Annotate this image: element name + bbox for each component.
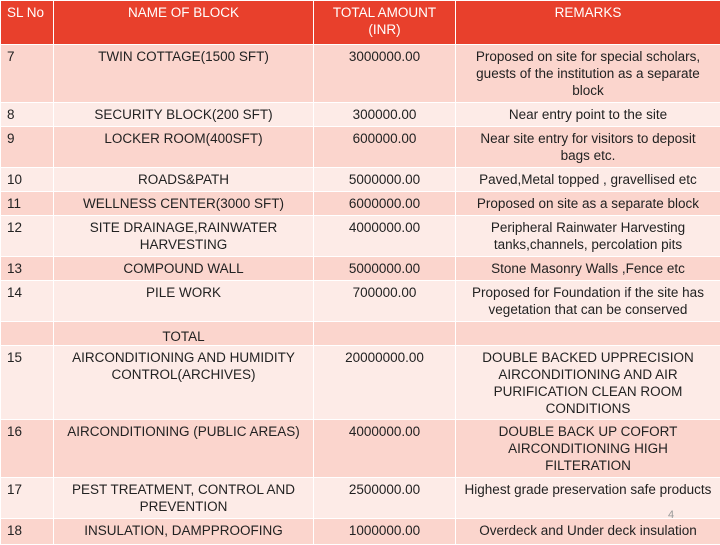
cell-name: LOCKER ROOM(400SFT) xyxy=(54,127,314,168)
cell-amount: 2500000.00 xyxy=(314,478,456,519)
page-number: 4 xyxy=(668,509,674,521)
table-row-total xyxy=(1,322,720,346)
cell-name: INSULATION, DAMPPROOFING xyxy=(54,519,314,545)
table-row xyxy=(1,192,720,216)
header-name-of-block: NAME OF BLOCK xyxy=(54,1,314,45)
cell-remarks: Overdeck and Under deck insulation xyxy=(456,519,720,545)
cell-remarks: Paved,Metal topped , gravellised etc xyxy=(456,168,720,192)
cell-remarks: Proposed for Foundation if the site has vegetation that can be conserved xyxy=(456,281,720,322)
cell-sl: 10 xyxy=(1,168,54,192)
cell-sl xyxy=(1,322,54,346)
table-row xyxy=(1,346,720,420)
cell-sl: 7 xyxy=(1,45,54,103)
cell-sl: 18 xyxy=(1,519,54,545)
cell-name: AIRCONDITIONING (PUBLIC AREAS) xyxy=(54,420,314,478)
cell-amount xyxy=(314,322,456,346)
cell-sl: 11 xyxy=(1,192,54,216)
cell-amount: 6000000.00 xyxy=(314,192,456,216)
cell-name: ROADS&PATH xyxy=(54,168,314,192)
table-row xyxy=(1,216,720,257)
cell-remarks: Proposed on site for special scholars, guests of the institution as a separate block xyxy=(456,45,720,103)
cell-sl: 14 xyxy=(1,281,54,322)
table-row xyxy=(1,257,720,281)
cell-total-label: TOTAL xyxy=(54,322,314,346)
header-remarks: REMARKS xyxy=(456,1,720,45)
cell-name: AIRCONDITIONING AND HUMIDITY CONTROL(ARCHIVES) xyxy=(54,346,314,420)
cell-name: TWIN COTTAGE(1500 SFT) xyxy=(54,45,314,103)
table-row xyxy=(1,478,720,519)
cell-amount: 5000000.00 xyxy=(314,257,456,281)
cell-name: SITE DRAINAGE,RAINWATER HARVESTING xyxy=(54,216,314,257)
cell-sl: 8 xyxy=(1,103,54,127)
table-row xyxy=(1,168,720,192)
header-total-amount: TOTAL AMOUNT (INR) xyxy=(314,1,456,45)
cell-sl: 17 xyxy=(1,478,54,519)
cell-remarks: Stone Masonry Walls ,Fence etc xyxy=(456,257,720,281)
cell-remarks: Highest grade preservation safe products xyxy=(456,478,720,519)
cell-remarks: Near site entry for visitors to deposit bags etc. xyxy=(456,127,720,168)
table-row xyxy=(1,45,720,103)
cell-amount: 4000000.00 xyxy=(314,216,456,257)
cell-sl: 9 xyxy=(1,127,54,168)
cell-remarks xyxy=(456,322,720,346)
cell-amount: 600000.00 xyxy=(314,127,456,168)
table-row xyxy=(1,420,720,478)
table-row xyxy=(1,281,720,322)
cell-remarks: Proposed on site as a separate block xyxy=(456,192,720,216)
cell-name: COMPOUND WALL xyxy=(54,257,314,281)
table-header-row xyxy=(1,1,720,45)
table-row xyxy=(1,103,720,127)
cell-remarks: Peripheral Rainwater Harvesting tanks,channels, percolation pits xyxy=(456,216,720,257)
cell-remarks: DOUBLE BACKED UPPRECISION AIRCONDITIONING AND AIR PURIFICATION CLEAN ROOM CONDITIONS xyxy=(456,346,720,420)
table-row xyxy=(1,519,720,545)
cell-remarks: Near entry point to the site xyxy=(456,103,720,127)
cell-sl: 15 xyxy=(1,346,54,420)
table-row xyxy=(1,127,720,168)
cell-amount: 3000000.00 xyxy=(314,45,456,103)
cell-sl: 16 xyxy=(1,420,54,478)
cell-sl: 13 xyxy=(1,257,54,281)
cell-name: WELLNESS CENTER(3000 SFT) xyxy=(54,192,314,216)
cell-sl: 12 xyxy=(1,216,54,257)
cell-amount: 300000.00 xyxy=(314,103,456,127)
header-sl-no: SL No xyxy=(1,1,54,45)
cell-name: PILE WORK xyxy=(54,281,314,322)
cell-amount: 4000000.00 xyxy=(314,420,456,478)
cell-amount: 20000000.00 xyxy=(314,346,456,420)
cell-name: PEST TREATMENT, CONTROL AND PREVENTION xyxy=(54,478,314,519)
cell-amount: 700000.00 xyxy=(314,281,456,322)
cell-name: SECURITY BLOCK(200 SFT) xyxy=(54,103,314,127)
cell-remarks: DOUBLE BACK UP COFORT AIRCONDITIONING HIGH FILTERATION xyxy=(456,420,720,478)
cell-amount: 1000000.00 xyxy=(314,519,456,545)
cell-amount: 5000000.00 xyxy=(314,168,456,192)
